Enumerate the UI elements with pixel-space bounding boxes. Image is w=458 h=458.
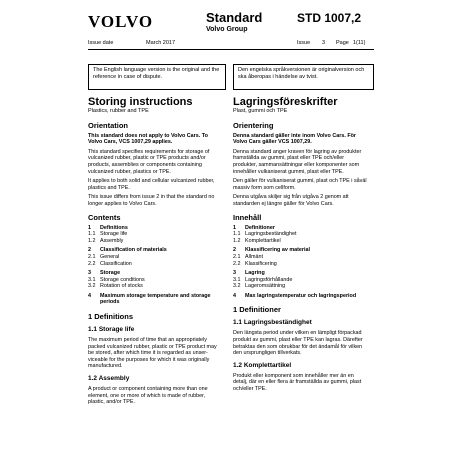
issue-value: 3 bbox=[322, 40, 326, 46]
english-storage-life-text: The maximum period of time that an appropriately packed vulcanized rubber, plastic or TPE product may be stored, after which time it is regarded as unser- viceable for the purposes for which it was originally manufactured. bbox=[88, 337, 217, 370]
swedish-orientation-paragraph: Den gäller för vulkaniserat gummi, plast och TPE i såväl massiv form som cellform. bbox=[233, 178, 367, 191]
toc-label: Classification bbox=[100, 260, 132, 267]
swedish-title: Lagringsföreskrifter bbox=[233, 96, 338, 108]
english-storage-life-heading: 1.1 Storage life bbox=[88, 326, 135, 334]
swedish-orientation-bold: Denna standard gäller inte inom Volvo Cars. För Volvo Cars gäller VCS 1007,29. bbox=[233, 132, 357, 146]
english-assembly-heading: 1.2 Assembly bbox=[88, 375, 130, 383]
swedish-assembly-heading: 1.2 Komplettartikel bbox=[233, 361, 292, 369]
swedish-toc bbox=[233, 225, 367, 300]
toc-item[interactable] bbox=[233, 254, 367, 261]
toc-item[interactable] bbox=[88, 238, 222, 245]
toc-number: 2.2 bbox=[88, 260, 96, 267]
toc-item[interactable] bbox=[88, 283, 222, 290]
toc-label: Storage bbox=[100, 270, 121, 277]
swedish-column bbox=[233, 96, 367, 396]
toc-label: Allmänt bbox=[245, 253, 263, 260]
toc-item[interactable] bbox=[233, 247, 367, 254]
issue-date-value: March 2017 bbox=[146, 40, 176, 46]
toc-item[interactable] bbox=[88, 270, 222, 277]
english-contents-heading: Contents bbox=[88, 212, 121, 222]
toc-label: Rotation of stocks bbox=[100, 283, 143, 290]
toc-item[interactable] bbox=[233, 293, 367, 300]
toc-item[interactable] bbox=[233, 283, 367, 290]
english-orientation-paragraph: It applies to both solid and cellular vulcanized rubber, plastics and TPE. bbox=[88, 178, 215, 191]
swedish-assembly-text: Produkt eller komponent som innehåller mer än en detalj, där en eller flera är framställda av gummi, plast och/eller TPE. bbox=[233, 372, 362, 393]
toc-item[interactable] bbox=[233, 238, 367, 245]
notice-text-swedish: Den engelska språkversionen är originalversion och ska åberopas i händelse av tvist. bbox=[238, 67, 365, 80]
english-definitions-heading: 1 Definitions bbox=[88, 312, 134, 322]
english-column bbox=[88, 96, 222, 409]
toc-number: 1 bbox=[233, 224, 236, 231]
notice-text-english: The English language version is the original and the reference in case of dispute. bbox=[93, 67, 220, 80]
toc-label: Komplettartikel bbox=[245, 237, 281, 244]
toc-item[interactable] bbox=[88, 261, 222, 268]
toc-item[interactable] bbox=[88, 247, 222, 254]
toc-number: 3 bbox=[233, 270, 236, 277]
english-orientation-heading: Orientation bbox=[88, 120, 129, 130]
toc-item[interactable] bbox=[233, 225, 367, 232]
english-orientation-bold: This standard does not apply to Volvo Cars. To Volvo Cars, VCS 1007,29 applies. bbox=[88, 132, 208, 146]
toc-label: Storage conditions bbox=[100, 276, 145, 283]
swedish-storage-life-text: Den längsta period under vilken en lämpligt förpackad produkt av gummi, plast eller TPE kan lagras. Därefter betraktas den som obrukbar för det ändamål för vilken den ursprungligen tillverkats. bbox=[233, 330, 363, 357]
toc-number: 3.1 bbox=[88, 276, 96, 283]
toc-number: 3.1 bbox=[233, 276, 241, 283]
english-orientation-paragraph: This issue differs from issue 2 in that the standard no longer applies to Volvo Cars. bbox=[88, 194, 215, 207]
toc-label: Klassificering bbox=[245, 260, 277, 267]
issue-label: Issue bbox=[297, 40, 311, 46]
toc-item[interactable] bbox=[233, 261, 367, 268]
english-subtitle: Plastics, rubber and TPE bbox=[88, 108, 149, 114]
toc-item[interactable] bbox=[233, 277, 367, 284]
toc-number: 3.2 bbox=[233, 283, 241, 290]
swedish-orientation-paragraph: Denna standard anger kraven för lagring av produkter framställda av gummi, plast eller TPE och/eller produkter, sammansättningar eller komponenter som innehåller vulkaniserat gummi, plast eller TPE. bbox=[233, 148, 362, 175]
swedish-orientation-paragraph: Denna utgåva skiljer sig från utgåva 2 genom att standarden ej längre gäller för Volvo Cars. bbox=[233, 194, 349, 207]
toc-item[interactable] bbox=[233, 231, 367, 238]
notice-box-english bbox=[88, 64, 226, 90]
volvo-logo: VOLVO bbox=[88, 12, 154, 31]
toc-label: Definitions bbox=[100, 224, 128, 231]
toc-number: 4 bbox=[233, 292, 236, 299]
swedish-subtitle: Plast, gummi och TPE bbox=[233, 108, 288, 114]
toc-label: Maximum storage temperature and storage periods bbox=[100, 292, 211, 306]
english-title: Storing instructions bbox=[88, 96, 193, 108]
toc-label: Storage life bbox=[100, 231, 128, 238]
toc-item[interactable] bbox=[88, 231, 222, 238]
toc-number: 2.1 bbox=[233, 253, 241, 260]
toc-label: Max lagringstemperatur och lagringsperiod bbox=[245, 292, 357, 299]
toc-label: Classification of materials bbox=[100, 247, 167, 254]
toc-label: Lagringsbeständighet bbox=[245, 231, 297, 238]
toc-number: 4 bbox=[88, 292, 91, 299]
toc-number: 3.2 bbox=[88, 283, 96, 290]
swedish-definitions-heading: 1 Definitioner bbox=[233, 305, 281, 315]
page-value: 1(11) bbox=[353, 40, 366, 46]
toc-number: 1.2 bbox=[88, 237, 96, 244]
issue-date-label: Issue date bbox=[88, 40, 114, 46]
document-type: Standard bbox=[206, 10, 263, 25]
toc-label: Assembly bbox=[100, 237, 124, 244]
toc-number: 3 bbox=[88, 270, 91, 277]
toc-number: 2 bbox=[233, 247, 236, 254]
toc-number: 1 bbox=[88, 224, 91, 231]
toc-number: 1.1 bbox=[233, 231, 241, 238]
toc-item[interactable] bbox=[233, 270, 367, 277]
toc-number: 2.1 bbox=[88, 253, 96, 260]
notice-box-swedish bbox=[233, 64, 374, 90]
swedish-orientation-heading: Orientering bbox=[233, 120, 274, 130]
page-label: Page bbox=[336, 40, 349, 46]
english-assembly-text: A product or component containing more than one element, one or more of which is made of rubber, plastic, and/or TPE. bbox=[88, 386, 208, 406]
document-number: STD 1007,2 bbox=[297, 11, 362, 25]
toc-label: Lagringsförhållande bbox=[245, 276, 293, 283]
toc-item[interactable] bbox=[88, 254, 222, 261]
toc-number: 1.2 bbox=[233, 237, 241, 244]
header-divider bbox=[88, 49, 374, 50]
toc-item[interactable] bbox=[88, 277, 222, 284]
toc-label: Definitioner bbox=[245, 224, 275, 231]
english-toc bbox=[88, 225, 222, 307]
toc-label: Lageromsättning bbox=[245, 283, 286, 290]
toc-item[interactable] bbox=[88, 225, 222, 232]
toc-label: General bbox=[100, 253, 120, 260]
swedish-storage-life-heading: 1.1 Lagringsbeständighet bbox=[233, 319, 312, 327]
toc-item[interactable] bbox=[88, 293, 222, 306]
english-orientation-paragraph: This standard specifies requirements for storage of vulcanized rubber, plastic or TPE products and/or products, assemblies or components containing vulcanized rubber, plastics or TPE. bbox=[88, 148, 210, 175]
toc-number: 2.2 bbox=[233, 260, 241, 267]
toc-number: 2 bbox=[88, 247, 91, 254]
toc-label: Klassificering av material bbox=[245, 247, 311, 254]
toc-number: 1.1 bbox=[88, 231, 96, 238]
swedish-contents-heading: Innehåll bbox=[233, 212, 262, 222]
document-organization: Volvo Group bbox=[206, 26, 248, 33]
toc-label: Lagring bbox=[245, 270, 265, 277]
